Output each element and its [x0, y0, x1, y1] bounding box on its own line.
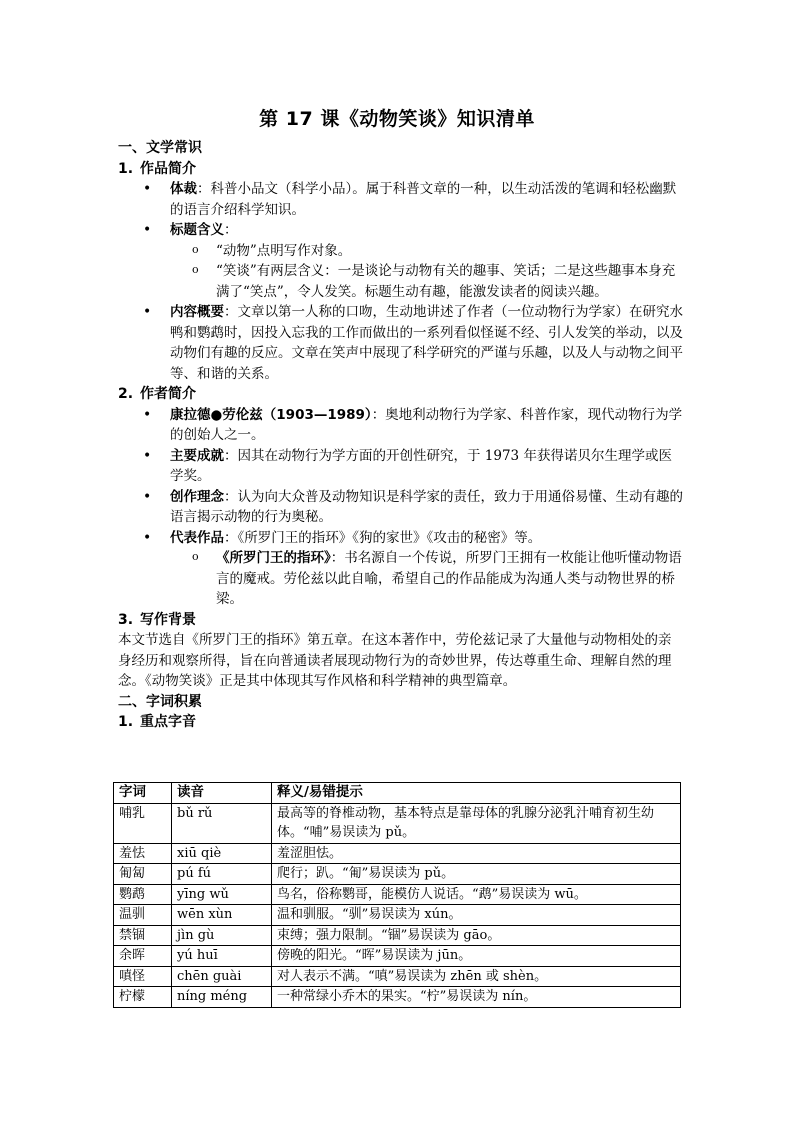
bullet-key: 《所罗门王的指环》 [216, 550, 331, 566]
bullet-idea [118, 487, 684, 528]
cell-pinyin: yú huī [172, 946, 272, 967]
cell-note: 羞涩胆怯。 [272, 843, 681, 864]
table-row [114, 946, 681, 967]
sub-bullet-animal: o “动物”点明写作对象。 [118, 241, 684, 262]
bullet-value: ：因其在动物行为学方面的开创性研究，于 1973 年获得诺贝尔生理学或医学奖。 [170, 447, 672, 484]
document-body [118, 138, 684, 733]
subheading-number: 1. [118, 160, 134, 177]
subheading-author-intro [118, 384, 684, 405]
table-row [114, 966, 681, 987]
cell-note: 一种常绿小乔木的果实。“柠”易误读为 nín。 [272, 987, 681, 1008]
table-row [114, 864, 681, 885]
cell-pinyin: chēn guài [172, 966, 272, 987]
cell-word: 羞怯 [114, 843, 172, 864]
cell-pinyin: jìn gù [172, 925, 272, 946]
subheading-number: 3. [118, 611, 134, 628]
cell-word: 哺乳 [114, 803, 172, 843]
cell-word: 余晖 [114, 946, 172, 967]
column-header-note: 释义/易错提示 [272, 783, 681, 804]
bullet-title-meaning [118, 220, 684, 241]
table-header-row [114, 783, 681, 804]
bullet-key: 创作理念 [170, 488, 224, 505]
bullet-value: ： [224, 222, 238, 238]
cell-note: 温和驯服。“驯”易误读为 xún。 [272, 905, 681, 926]
bullet-value: ：奥地利动物行为学家、科普作家，现代动物行为学的创始人之一。 [170, 406, 683, 443]
subheading-background [118, 610, 684, 631]
cell-word: 嗔怪 [114, 966, 172, 987]
bullet-key: 主要成就 [170, 447, 224, 464]
subheading-work-intro [118, 159, 684, 180]
subheading-text: 重点字音 [140, 714, 196, 730]
table-row [114, 884, 681, 905]
cell-pinyin: wēn xùn [172, 905, 272, 926]
sub-bullet-xiaotan: o “笑谈”有两层含义：一是谈论与动物有关的趣事、笑话；二是这些趣事本身充满了“笑点”，令人发笑。标题生动有趣，能激发读者的阅读兴趣。 [118, 261, 684, 302]
subheading-number: 1. [118, 714, 134, 730]
bullet-value: ：文章以第一人称的口吻，生动地讲述了作者（一位动物行为学家）在研究水鸭和鹦鹉时，因投入忘我的工作而做出的一系列看似怪诞不经、引人发笑的举动，以及动物们有趣的反应。文章在笑声中展现了科学研究的严谨与乐趣，以及人与动物之间平等、和谐的关系。 [170, 304, 683, 382]
background-paragraph: 本文节选自《所罗门王的指环》第五章。在这本著作中，劳伦兹记录了大量他与动物相处的亲身经历和观察所得，旨在向普通读者展现动物行为的奇妙世界，传达尊重生命、理解自然的理念。《动物笑谈》正是其中体现其写作风格和科学精神的典型篇章。 [118, 632, 672, 689]
column-header-pinyin: 读音 [172, 783, 272, 804]
bullet-value: ：《所罗门王的指环》《狗的家世》《攻击的秘密》等。 [224, 529, 542, 546]
table-row [114, 987, 681, 1008]
subheading-key-pronunciation [118, 712, 684, 733]
cell-word: 鹦鹉 [114, 884, 172, 905]
table-row [114, 905, 681, 926]
cell-pinyin: yīng wǔ [172, 884, 272, 905]
cell-word: 匍匐 [114, 864, 172, 885]
table-row [114, 925, 681, 946]
bullet-achievement [118, 446, 684, 487]
cell-note: 傍晚的阳光。“晖”易误读为 jūn。 [272, 946, 681, 967]
cell-word: 温驯 [114, 905, 172, 926]
subheading-number: 2. [118, 386, 134, 402]
bullet-value: ：书名源自一个传说，所罗门王拥有一枚能让他听懂动物语言的魔戒。劳伦兹以此自喻，希望自己的作品能成为沟通人类与动物世界的桥梁。 [216, 550, 682, 607]
sub-bullet-ring [118, 548, 684, 610]
subheading-text: 作者简介 [140, 386, 196, 402]
cell-note: 最高等的脊椎动物，基本特点是靠母体的乳腺分泌乳汁哺育初生幼体。“哺”易误读为 pǔ。 [272, 803, 681, 843]
subheading-text: 写作背景 [140, 611, 196, 628]
bullet-key: 代表作品 [170, 529, 224, 546]
bullet-summary [118, 302, 684, 384]
bullet-author [118, 405, 684, 446]
table-row [114, 843, 681, 864]
cell-note: 爬行；趴。“匍”易误读为 pǔ。 [272, 864, 681, 885]
bullet-value: ：认为向大众普及动物知识是科学家的责任，致力于用通俗易懂、生动有趣的语言揭示动物的行为奥秘。 [170, 488, 683, 525]
bullet-works [118, 528, 684, 549]
cell-word: 禁锢 [114, 925, 172, 946]
cell-pinyin: pú fú [172, 864, 272, 885]
cell-pinyin: xiū qiè [172, 843, 272, 864]
section-heading-literature: 一、文学常识 [118, 140, 202, 156]
bullet-key: 体裁 [170, 181, 197, 197]
cell-note: 鸟名，俗称鹦哥，能模仿人说话。“鹉”易误读为 wū。 [272, 884, 681, 905]
cell-pinyin: níng méng [172, 987, 272, 1008]
cell-note: 束缚；强力限制。“锢”易误读为 gāo。 [272, 925, 681, 946]
document-title: 第 17 课《动物笑谈》知识清单 [259, 108, 535, 130]
column-header-word: 字词 [114, 783, 172, 804]
table-row [114, 803, 681, 843]
bullet-key: 标题含义 [170, 222, 224, 238]
bullet-key: 内容概要 [170, 304, 224, 320]
bullet-key: 康拉德●劳伦兹（1903—1989） [170, 406, 372, 423]
cell-note: 对人表示不满。“嗔”易误读为 zhēn 或 shèn。 [272, 966, 681, 987]
cell-pinyin: bǔ rǔ [172, 803, 272, 843]
bullet-genre [118, 179, 684, 220]
pronunciation-table [113, 782, 681, 1008]
section-heading-vocabulary: 二、字词积累 [118, 693, 202, 710]
subheading-text: 作品简介 [140, 160, 196, 177]
cell-word: 柠檬 [114, 987, 172, 1008]
bullet-value: ：科普小品文（科学小品）。属于科普文章的一种，以生动活泼的笔调和轻松幽默的语言介绍科学知识。 [170, 181, 677, 218]
